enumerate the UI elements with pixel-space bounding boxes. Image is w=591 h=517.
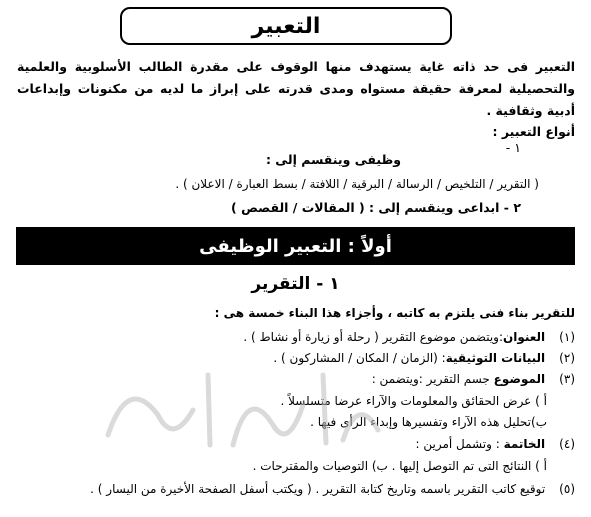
report-part-4-results: [253, 459, 547, 473]
report-intro: للتقرير بناء فنى يلتزم به كاتبه ، وأجزاء هذا البناء خمسة هى :: [214, 306, 575, 320]
item-number: (٤): [559, 437, 575, 451]
item-text: ب)تحليل هذه الآراء وتفسيرها وإبداء الرأى فيها .: [310, 415, 547, 429]
report-part-1: [243, 330, 575, 344]
item-text: :ويتضمن موضوع التقرير ( رحلة أو زيارة أو نشاط ) .: [243, 330, 503, 344]
item-text: توقيع كاتب التقرير باسمه وتاريخ كتابة التقرير . ( ويكتب أسفل الصفحة الأخيرة من اليسار ) .: [90, 482, 546, 496]
page-title: [120, 7, 452, 45]
item-text: أ ) عرض الحقائق والمعلومات والآراء عرضا متسلسلاً .: [280, 394, 547, 408]
item-label: الخاتمة: [503, 437, 546, 451]
report-part-3b: [310, 415, 547, 429]
report-part-5: [90, 482, 575, 496]
report-part-2: [273, 351, 575, 365]
page-title-text: التعبير: [251, 13, 321, 39]
report-heading: ١ - التقرير: [251, 274, 340, 294]
intro-paragraph: التعبير فى حد ذاته غاية يستهدف منها الوقوف على مقدرة الطالب الأسلوبية والعلمية والتحصيلية لمعرفة حقيقة مستواه ومدى قدرته على إبراز ما لديه من مكنونات وإبداعات أدبية وثقافية .: [17, 59, 575, 118]
item-text: : وتشمل أمرين :: [415, 437, 504, 451]
item-label: الموضوع: [493, 372, 546, 386]
item-label: العنوان: [503, 330, 546, 344]
item-text: : (الزمان / المكان / المشاركون ) .: [273, 351, 446, 365]
type-1-number: ١ -: [505, 140, 521, 155]
item-text: جسم التقرير :ويتضمن :: [371, 372, 494, 386]
item-number: (١): [559, 330, 575, 344]
type-1-list: ( التقرير / التلخيص / الرسالة / البرقية / اللافتة / بسط العبارة / الاعلان ) .: [175, 177, 539, 191]
section-banner-text: أولاً : التعبير الوظيفى: [199, 235, 392, 257]
type-1-title: وظيفى وينقسم إلى :: [265, 152, 401, 167]
item-text: أ ) النتائج التى تم التوصل إليها . ب) التوصيات والمقترحات .: [252, 459, 547, 473]
item-number: (٢): [559, 351, 575, 365]
report-part-3a: [281, 394, 547, 408]
type-2-line: ٢ - ابداعى وينقسم إلى : ( المقالات / القصص ): [231, 200, 521, 215]
report-part-4: [415, 437, 575, 451]
report-part-3: [372, 372, 575, 386]
watermark-logo: [88, 355, 388, 465]
section-banner: [16, 227, 575, 265]
types-heading: أنواع التعبير :: [492, 124, 575, 139]
item-number: (٥): [559, 482, 575, 496]
item-label: البيانات التوثيقية: [445, 351, 546, 365]
item-number: (٣): [559, 372, 575, 386]
